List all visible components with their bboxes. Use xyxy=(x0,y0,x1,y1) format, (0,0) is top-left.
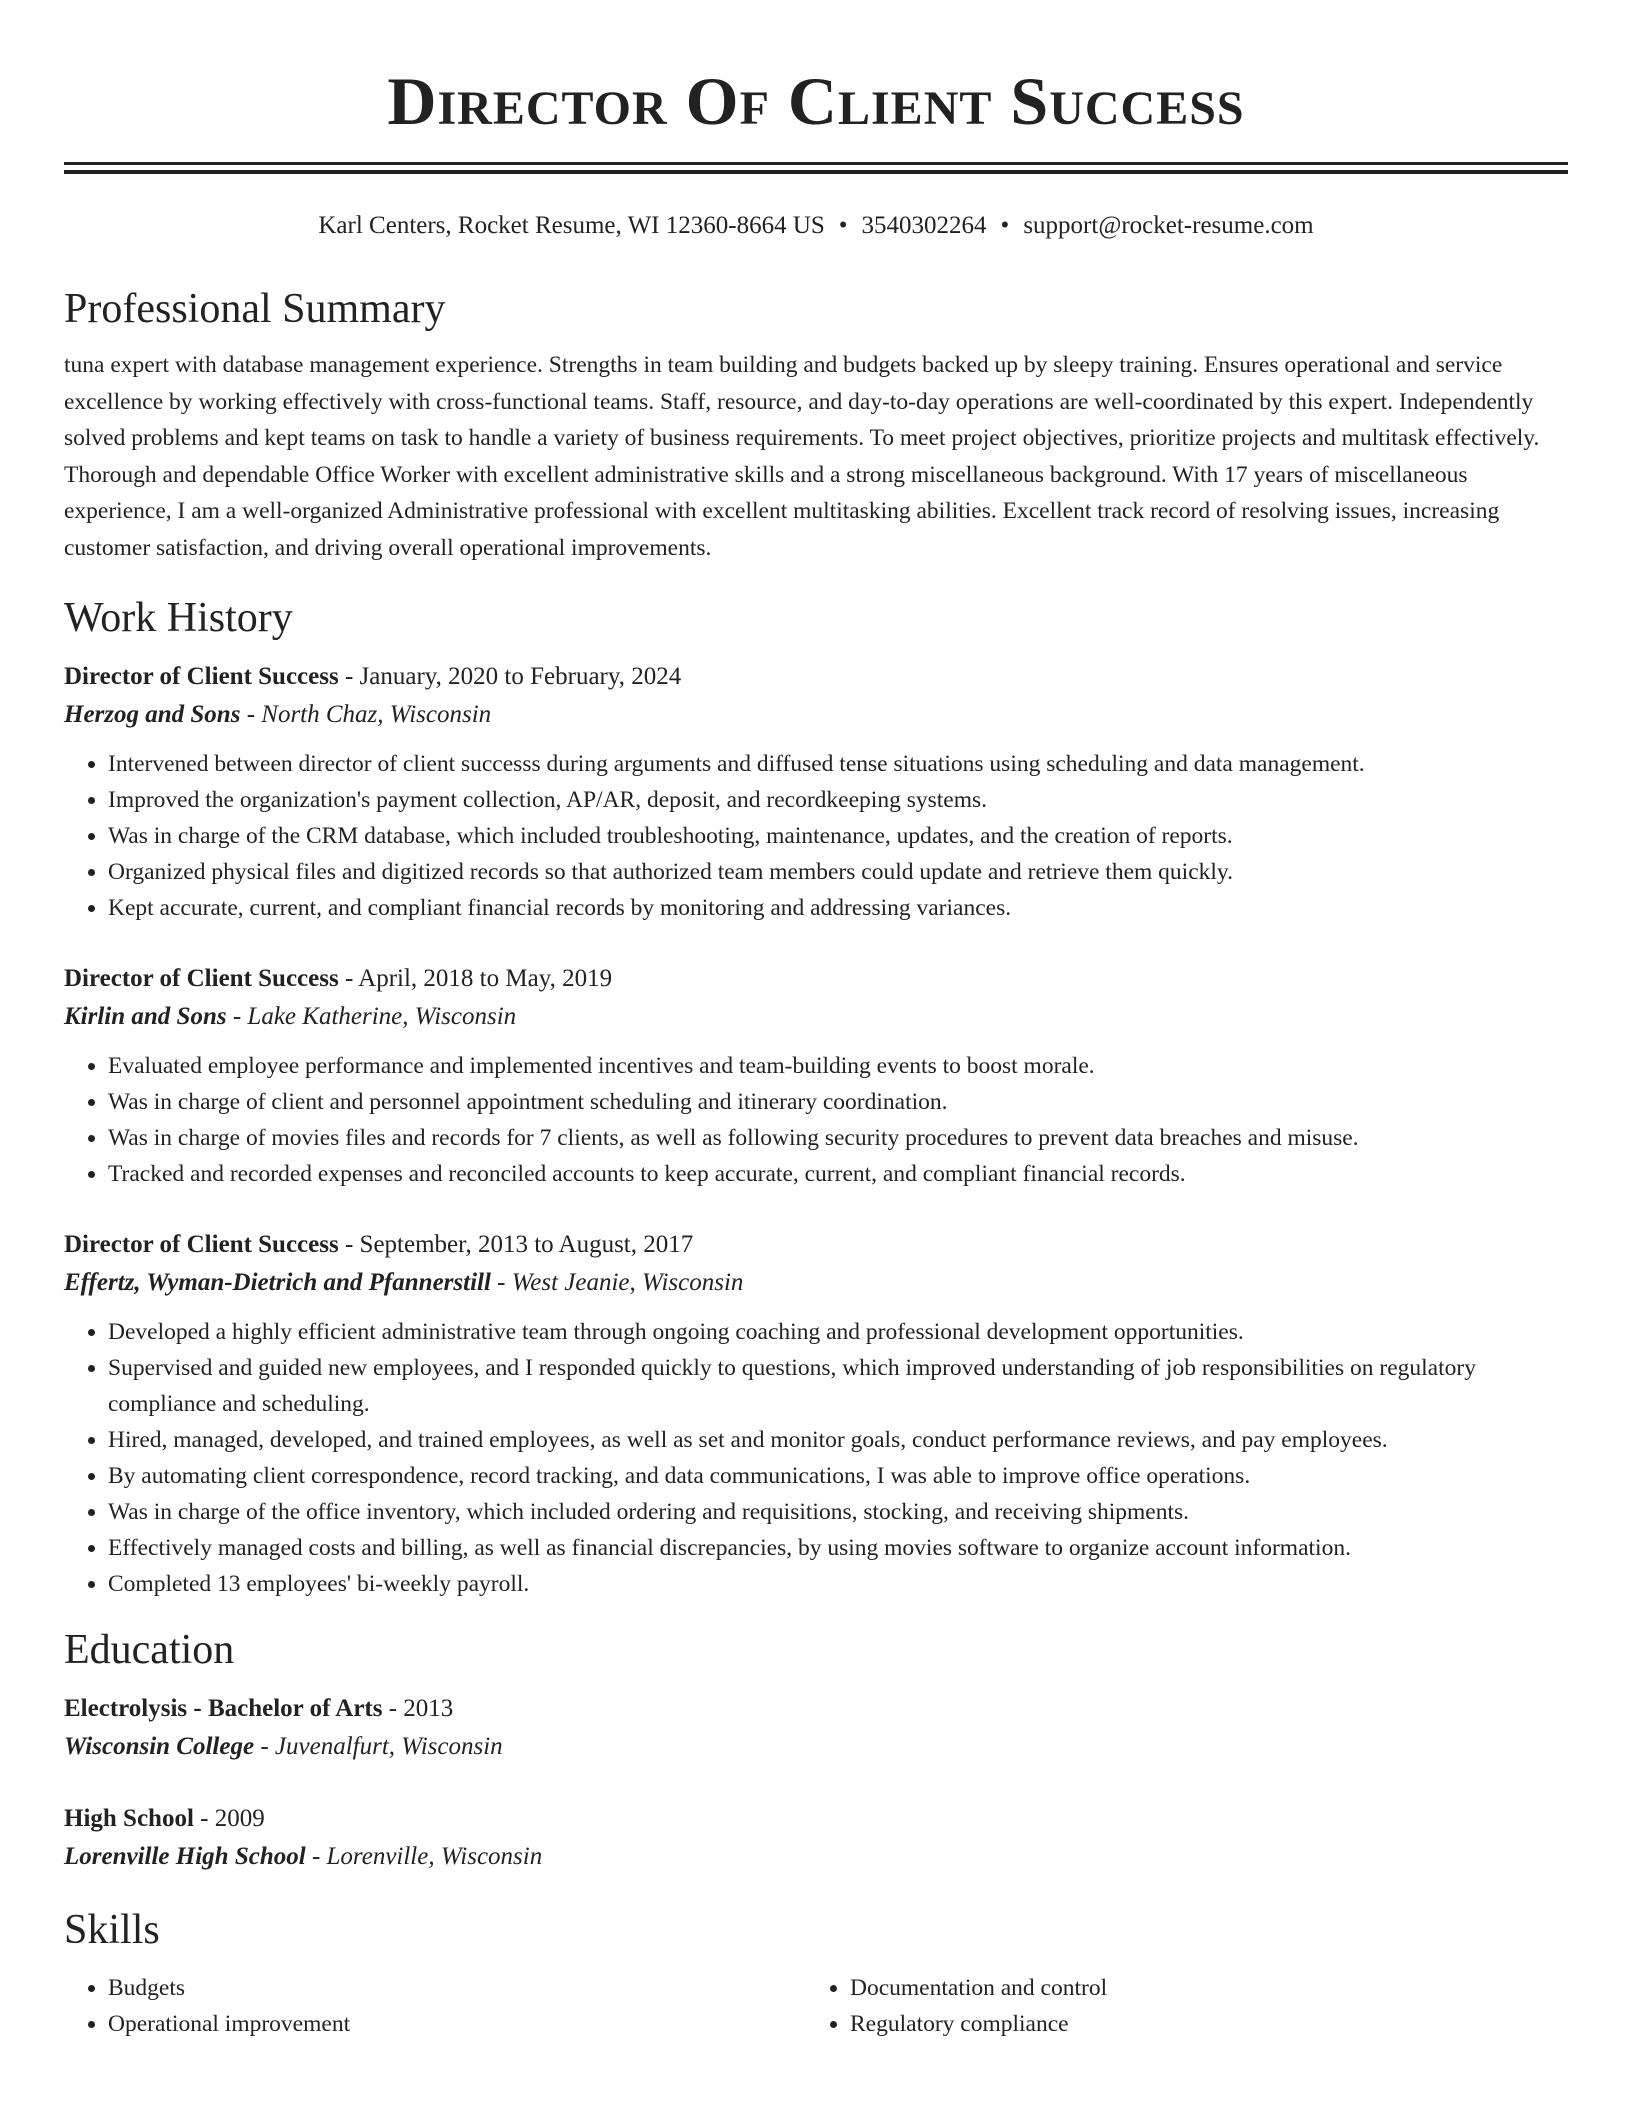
resume-title: Director Of Client Success xyxy=(387,63,1245,139)
job-duty: • Supervised and guided new employees, and I responded quickly to questions, which improved understanding of job responsibilities on regulatory compliance and scheduling. xyxy=(108,1350,1568,1422)
job-duty: • Completed 13 employees' bi-weekly payroll. xyxy=(108,1566,1568,1602)
title-divider xyxy=(64,162,1568,174)
job-duties-list xyxy=(64,1048,1568,1192)
education-degree: Electrolysis - Bachelor of Arts xyxy=(64,1695,383,1722)
education-entry xyxy=(64,1800,1568,1876)
skills-columns xyxy=(64,1970,1568,2042)
job-duty: • Was in charge of client and personnel appointment scheduling and itinerary coordination. xyxy=(108,1084,1568,1120)
contact-line xyxy=(64,209,1568,243)
job-location: - North Chaz, Wisconsin xyxy=(240,701,492,728)
education-school: Wisconsin College xyxy=(64,1733,255,1760)
job-duty: • Was in charge of the office inventory, which included ordering and requisitions, stocking, and receiving shipments. xyxy=(108,1494,1568,1530)
skills-list-right xyxy=(806,1970,1548,2042)
job-duty: • Intervened between director of client successs during arguments and diffused tense situations using scheduling and data management. xyxy=(108,746,1568,782)
job-entry xyxy=(64,1226,1568,1602)
job-duty: • Evaluated employee performance and implemented incentives and team-building events to boost morale. xyxy=(108,1048,1568,1084)
job-dates: - April, 2018 to May, 2019 xyxy=(338,965,613,992)
job-entry xyxy=(64,960,1568,1192)
job-role: Director of Client Success xyxy=(64,965,339,992)
education-year: - 2009 xyxy=(193,1805,265,1832)
contact-separator: • xyxy=(1000,212,1010,239)
education-school: Lorenville High School xyxy=(64,1843,306,1870)
job-duties-list xyxy=(64,1314,1568,1602)
skills-list-left xyxy=(64,1970,806,2042)
summary-text: tuna expert with database management experience. Strengths in team building and budgets backed up by sleepy training. Ensures operational and service excellence by working effectively with cross-functional teams. Staff, resource, and day-to-day operations are well-coordinated by this expert. Independently solved problems and kept teams on task to handle a variety of business requirements. To meet project objectives, prioritize projects and multitask effectively. Thorough and dependable Office Worker with excellent administrative skills and a strong miscellaneous background. With 17 years of miscellaneous experience, I am a well-organized Administrative professional with excellent multitasking abilities. Excellent track record of resolving issues, increasing customer satisfaction, and driving overall operational improvements. xyxy=(64,352,1540,561)
education-degree-line xyxy=(64,1690,1568,1728)
job-company: Kirlin and Sons xyxy=(64,1003,227,1030)
job-duty: • Effectively managed costs and billing, as well as financial discrepancies, by using movies software to organize account information. xyxy=(108,1530,1568,1566)
job-duty: • Kept accurate, current, and compliant financial records by monitoring and addressing variances. xyxy=(108,890,1568,926)
education-school-line xyxy=(64,1728,1568,1766)
work-history-heading: Work History xyxy=(64,595,293,641)
job-duty: • Tracked and recorded expenses and reconciled accounts to keep accurate, current, and compliant financial records. xyxy=(108,1156,1568,1192)
skill-item: • Regulatory compliance xyxy=(850,2006,1548,2042)
contact-email: support@rocket-resume.com xyxy=(1023,212,1314,239)
job-duty: • By automating client correspondence, record tracking, and data communications, I was able to improve office operations. xyxy=(108,1458,1568,1494)
job-title-line xyxy=(64,658,1568,696)
job-duty: • Improved the organization's payment collection, AP/AR, deposit, and recordkeeping systems. xyxy=(108,782,1568,818)
job-role: Director of Client Success xyxy=(64,1231,339,1258)
education-degree-line xyxy=(64,1800,1568,1838)
skill-item: • Budgets xyxy=(108,1970,806,2006)
education-year: - 2013 xyxy=(382,1695,454,1722)
education-heading: Education xyxy=(64,1627,235,1673)
education-location: - Juvenalfurt, Wisconsin xyxy=(254,1733,503,1760)
skill-item: • Operational improvement xyxy=(108,2006,806,2042)
skills-heading: Skills xyxy=(64,1907,160,1953)
contact-address: Karl Centers, Rocket Resume, WI 12360-8664 US xyxy=(318,212,825,239)
job-title-line xyxy=(64,1226,1568,1264)
job-duty: • Was in charge of the CRM database, which included troubleshooting, maintenance, updates, and the creation of reports. xyxy=(108,818,1568,854)
contact-phone: 3540302264 xyxy=(861,212,987,239)
job-duty: • Was in charge of movies files and records for 7 clients, as well as following security procedures to prevent data breaches and misuse. xyxy=(108,1120,1568,1156)
contact-separator: • xyxy=(838,212,848,239)
education-degree: High School xyxy=(64,1805,194,1832)
job-company: Herzog and Sons xyxy=(64,701,241,728)
education-location: - Lorenville, Wisconsin xyxy=(305,1843,543,1870)
job-dates: - September, 2013 to August, 2017 xyxy=(338,1231,694,1258)
job-entry xyxy=(64,658,1568,926)
job-location: - Lake Katherine, Wisconsin xyxy=(226,1003,517,1030)
job-duty: • Developed a highly efficient administrative team through ongoing coaching and professional development opportunities. xyxy=(108,1314,1568,1350)
job-company: Effertz, Wyman-Dietrich and Pfannerstill xyxy=(64,1269,491,1296)
job-location: - West Jeanie, Wisconsin xyxy=(490,1269,744,1296)
job-title-line xyxy=(64,960,1568,998)
job-company-line xyxy=(64,998,1568,1036)
summary-heading: Professional Summary xyxy=(64,286,446,332)
job-duties-list xyxy=(64,746,1568,926)
education-entry xyxy=(64,1690,1568,1766)
job-company-line xyxy=(64,1264,1568,1302)
education-school-line xyxy=(64,1838,1568,1876)
job-duty: • Organized physical files and digitized records so that authorized team members could update and retrieve them quickly. xyxy=(108,854,1568,890)
job-duty: • Hired, managed, developed, and trained employees, as well as set and monitor goals, conduct performance reviews, and pay employees. xyxy=(108,1422,1568,1458)
job-role: Director of Client Success xyxy=(64,663,339,690)
job-dates: - January, 2020 to February, 2024 xyxy=(338,663,682,690)
job-company-line xyxy=(64,696,1568,734)
skill-item: • Documentation and control xyxy=(850,1970,1548,2006)
